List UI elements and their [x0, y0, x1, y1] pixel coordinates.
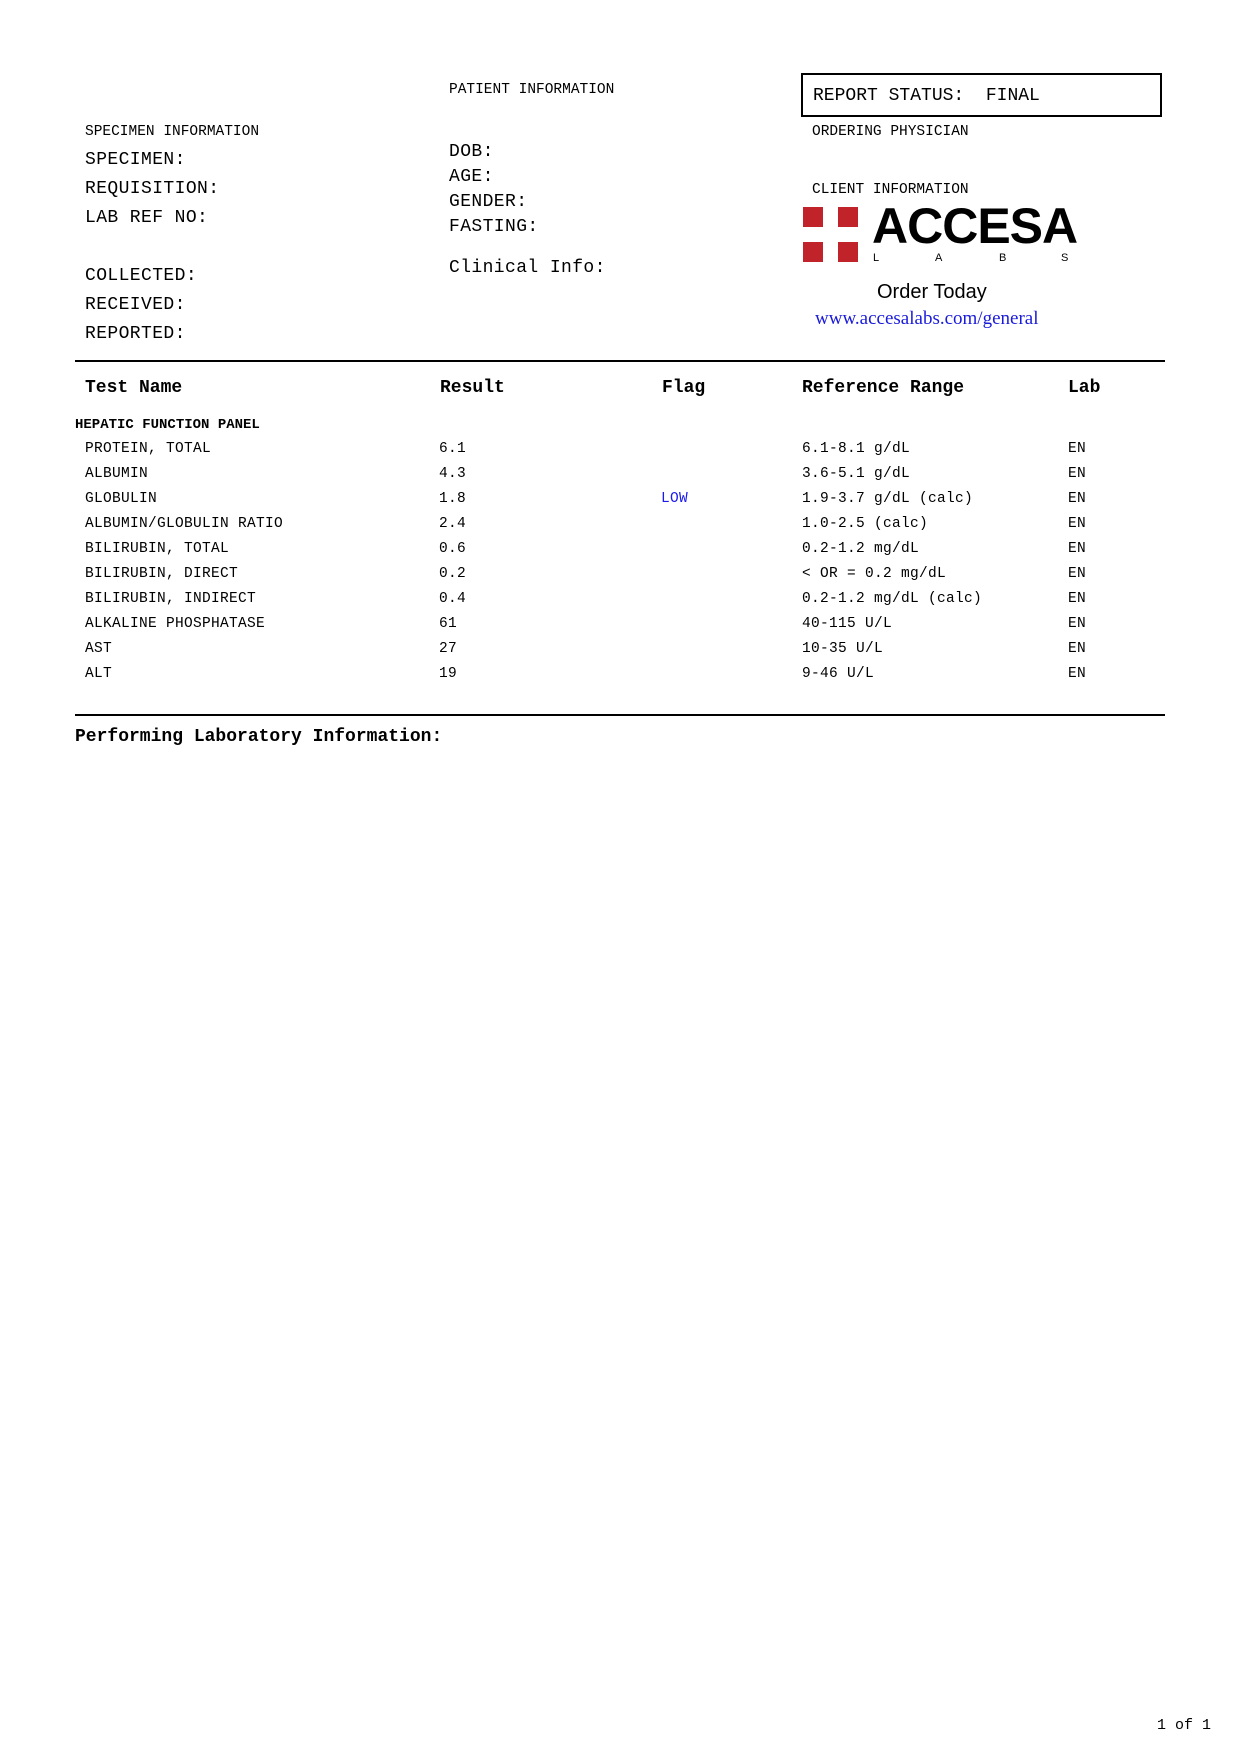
test-result: 0.2: [439, 566, 467, 582]
test-result: 0.4: [439, 591, 467, 607]
specimen-information-title: SPECIMEN INFORMATION: [85, 124, 260, 140]
report-status-value: FINAL: [985, 86, 1040, 106]
column-header-reference-range: Reference Range: [802, 378, 965, 398]
lab-code: EN: [1068, 666, 1087, 682]
reference-range: 10-35 U/L: [802, 641, 884, 657]
test-name: BILIRUBIN, TOTAL: [85, 541, 230, 557]
reference-range: 1.0-2.5 (calc): [802, 516, 929, 532]
reference-range: 6.1-8.1 g/dL: [802, 441, 911, 457]
report-status-box: [801, 73, 1162, 117]
gender-label: GENDER:: [449, 192, 528, 212]
test-name: PROTEIN, TOTAL: [85, 441, 212, 457]
received-label: RECEIVED:: [85, 295, 186, 315]
test-result: 2.4: [439, 516, 467, 532]
report-status: [813, 87, 1040, 105]
test-result: 6.1: [439, 441, 467, 457]
logo-sub-letter: A: [935, 252, 943, 264]
column-header-result: Result: [440, 378, 505, 398]
divider: [75, 360, 1165, 362]
test-name: BILIRUBIN, INDIRECT: [85, 591, 257, 607]
lab-code: EN: [1068, 566, 1087, 582]
test-name: BILIRUBIN, DIRECT: [85, 566, 239, 582]
divider: [75, 714, 1165, 716]
lab-code: EN: [1068, 441, 1087, 457]
lab-code: EN: [1068, 616, 1087, 632]
column-header-test-name: Test Name: [85, 378, 183, 398]
report-status-label: REPORT STATUS:: [813, 86, 965, 106]
test-result: 1.8: [439, 491, 467, 507]
order-today-text: Order Today: [877, 281, 987, 303]
column-header-flag: Flag: [662, 378, 706, 398]
lab-code: EN: [1068, 641, 1087, 657]
requisition-label: REQUISITION:: [85, 179, 220, 199]
logo-sub-letter: B: [999, 252, 1007, 264]
reference-range: 3.6-5.1 g/dL: [802, 466, 911, 482]
lab-code: EN: [1068, 466, 1087, 482]
reference-range: 0.2-1.2 mg/dL (calc): [802, 591, 983, 607]
reference-range: 40-115 U/L: [802, 616, 893, 632]
test-name: ALBUMIN/GLOBULIN RATIO: [85, 516, 284, 532]
test-result: 19: [439, 666, 458, 682]
logo-sub-letter: L: [873, 252, 880, 264]
panel-title: HEPATIC FUNCTION PANEL: [75, 417, 260, 433]
dob-label: DOB:: [449, 142, 494, 162]
reference-range: 0.2-1.2 mg/dL: [802, 541, 920, 557]
patient-information-title: PATIENT INFORMATION: [449, 82, 615, 98]
lab-code: EN: [1068, 541, 1087, 557]
client-website-link[interactable]: www.accesalabs.com/general: [815, 308, 1039, 329]
age-label: AGE:: [449, 167, 494, 187]
test-name: AST: [85, 641, 113, 657]
reported-label: REPORTED:: [85, 324, 186, 344]
logo-square-icon: [803, 207, 823, 227]
reference-range: 9-46 U/L: [802, 666, 875, 682]
test-result: 4.3: [439, 466, 467, 482]
logo-square-icon: [838, 207, 858, 227]
lab-code: EN: [1068, 516, 1087, 532]
reference-range: 1.9-3.7 g/dL (calc): [802, 491, 974, 507]
logo-wordmark: ACCESA: [872, 198, 1078, 254]
test-result: 61: [439, 616, 458, 632]
lab-code: EN: [1068, 491, 1087, 507]
test-flag: LOW: [661, 491, 689, 507]
client-information-title: CLIENT INFORMATION: [812, 182, 969, 198]
collected-label: COLLECTED:: [85, 266, 198, 286]
test-result: 27: [439, 641, 458, 657]
lab-code: EN: [1068, 591, 1087, 607]
reference-range: < OR = 0.2 mg/dL: [802, 566, 947, 582]
test-name: ALKALINE PHOSPHATASE: [85, 616, 266, 632]
performing-lab-label: Performing Laboratory Information:: [75, 727, 443, 747]
test-result: 0.6: [439, 541, 467, 557]
test-name: GLOBULIN: [85, 491, 158, 507]
test-name: ALBUMIN: [85, 466, 149, 482]
logo-square-icon: [803, 242, 823, 262]
column-header-lab: Lab: [1068, 378, 1101, 398]
fasting-label: FASTING:: [449, 217, 539, 237]
specimen-label: SPECIMEN:: [85, 150, 186, 170]
page-indicator: 1 of 1: [1157, 1717, 1212, 1734]
ordering-physician-title: ORDERING PHYSICIAN: [812, 124, 969, 140]
clinical-info-label: Clinical Info:: [449, 258, 606, 278]
lab-ref-label: LAB REF NO:: [85, 208, 209, 228]
test-name: ALT: [85, 666, 113, 682]
logo-square-icon: [838, 242, 858, 262]
logo-sub-letter: S: [1061, 252, 1069, 264]
